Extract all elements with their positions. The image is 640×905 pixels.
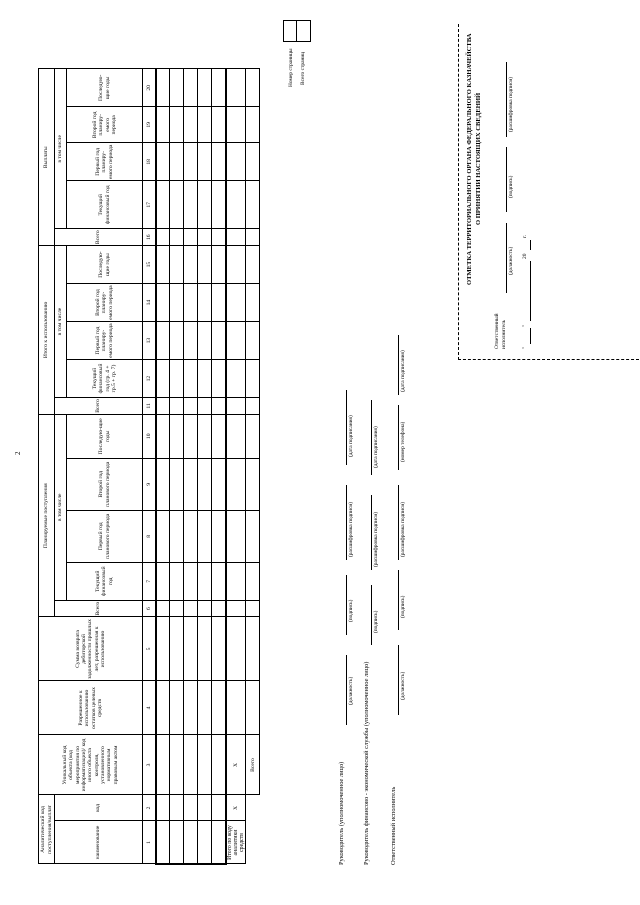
- header-permission: Разрешенное к использованию остатков целевых средств: [39, 681, 143, 735]
- table-cell[interactable]: [156, 458, 170, 510]
- table-cell[interactable]: [170, 143, 184, 181]
- table-cell[interactable]: [246, 681, 260, 735]
- table-cell[interactable]: [184, 458, 198, 510]
- stamp-title-1: ОТМЕТКА ТЕРРИТОРИАЛЬНОГО ОРГАНА ФЕДЕРАЛЬНОГО КАЗНАЧЕЙСТВА: [466, 33, 473, 285]
- head-date-caption: (дата подписания): [348, 415, 354, 457]
- table-cell[interactable]: [198, 246, 212, 284]
- table-cell[interactable]: [170, 322, 184, 360]
- col-num: 14: [143, 284, 156, 322]
- table-cell[interactable]: [212, 107, 226, 143]
- stamp-date-quote-close: ": [522, 324, 528, 327]
- col-num: 6: [143, 600, 156, 617]
- table-cell[interactable]: [156, 360, 170, 398]
- page-number-label: Номер страницы: [288, 48, 294, 87]
- table-cell[interactable]: [156, 398, 170, 415]
- table-cell[interactable]: [184, 398, 198, 415]
- table-cell[interactable]: [184, 229, 198, 246]
- table-cell[interactable]: [212, 246, 226, 284]
- table-cell[interactable]: [170, 617, 184, 681]
- table-cell[interactable]: [184, 107, 198, 143]
- col-num: 11: [143, 398, 156, 415]
- table-cell[interactable]: [198, 69, 212, 107]
- table-cell[interactable]: [170, 821, 184, 864]
- head-fin-decoding-caption: (расшифровка подписи): [373, 511, 379, 567]
- table-row: [184, 69, 198, 864]
- col-num: 17: [143, 181, 156, 229]
- table-cell[interactable]: [198, 510, 212, 562]
- header-pay-first-plan: Первый год планиру-емого периода: [67, 143, 143, 181]
- header-planned-incl: в том числе: [55, 414, 67, 600]
- table-cell[interactable]: [212, 795, 226, 821]
- col-num: 5: [143, 617, 156, 681]
- table-cell[interactable]: [198, 617, 212, 681]
- header-use-incl: в том числе: [55, 246, 67, 398]
- table-cell[interactable]: [198, 458, 212, 510]
- stamp-g: г.: [522, 235, 528, 238]
- table-cell[interactable]: [184, 617, 198, 681]
- table-cell[interactable]: [212, 398, 226, 415]
- table-cell[interactable]: [184, 795, 198, 821]
- header-name: наименование: [55, 821, 143, 864]
- col-num: 15: [143, 246, 156, 284]
- header-total-to-use: Итого к использованию: [39, 246, 55, 415]
- col-num: 12: [143, 360, 156, 398]
- stamp-title-2: О ПРИНЯТИИ НАСТОЯЩИХ СВЕДЕНИЙ: [475, 92, 482, 225]
- table-cell[interactable]: [156, 143, 170, 181]
- table-cell[interactable]: [198, 414, 212, 458]
- header-analytic-code: Аналитический код поступления/выплат: [39, 795, 55, 864]
- table-cell[interactable]: [212, 143, 226, 181]
- col-num: 1: [143, 821, 156, 864]
- table-cell[interactable]: [246, 414, 260, 458]
- table-cell[interactable]: [156, 562, 170, 600]
- head-signature-caption: (подпись): [348, 599, 354, 622]
- table-cell[interactable]: [170, 360, 184, 398]
- col-num: 20: [143, 69, 156, 107]
- table-cell[interactable]: [212, 229, 226, 246]
- table-cell[interactable]: [212, 181, 226, 229]
- cash-receipts-table: [38, 68, 260, 865]
- table-cell[interactable]: [226, 600, 246, 617]
- head-fin-label: Руководитель финансово - экономической службы (уполномоченное лицо): [363, 661, 370, 865]
- table-cell[interactable]: [212, 821, 226, 864]
- col-num: 7: [143, 562, 156, 600]
- table-cell[interactable]: [184, 246, 198, 284]
- table-cell[interactable]: [184, 360, 198, 398]
- table-cell[interactable]: [212, 681, 226, 735]
- table-cell[interactable]: [156, 181, 170, 229]
- table-cell[interactable]: [184, 69, 198, 107]
- table-cell[interactable]: [170, 107, 184, 143]
- table-cell[interactable]: [226, 562, 246, 600]
- header-use-next-years: Последую-щие годы: [67, 246, 143, 284]
- header-payments: Выплаты: [39, 69, 55, 246]
- table-cell[interactable]: [170, 69, 184, 107]
- table-cell[interactable]: [246, 246, 260, 284]
- executor-position-caption: (должность): [400, 671, 406, 700]
- table-cell[interactable]: [226, 322, 246, 360]
- page-number: 2: [14, 451, 22, 455]
- x-mark: X: [226, 795, 246, 821]
- table-cell[interactable]: [212, 322, 226, 360]
- header-use-second-plan: Второй год планиру-емого периода: [67, 284, 143, 322]
- table-cell[interactable]: [226, 284, 246, 322]
- table-cell[interactable]: [246, 322, 260, 360]
- table-cell[interactable]: [246, 229, 260, 246]
- table-cell[interactable]: [156, 510, 170, 562]
- header-use-first-plan: Первый год планиру-емого периода: [67, 322, 143, 360]
- table-cell[interactable]: [198, 322, 212, 360]
- col-num: 13: [143, 322, 156, 360]
- table-cell[interactable]: [246, 510, 260, 562]
- col-num: 4: [143, 681, 156, 735]
- table-cell[interactable]: [246, 107, 260, 143]
- table-cell[interactable]: [212, 69, 226, 107]
- table-cell[interactable]: [198, 143, 212, 181]
- table-cell[interactable]: [212, 600, 226, 617]
- table-cell[interactable]: [156, 414, 170, 458]
- table-cell[interactable]: [226, 143, 246, 181]
- table-cell[interactable]: [212, 735, 226, 795]
- table-cell[interactable]: [184, 143, 198, 181]
- table-cell[interactable]: [246, 181, 260, 229]
- col-num: 8: [143, 510, 156, 562]
- x-mark: X: [226, 735, 246, 795]
- vsego-row: [246, 69, 260, 864]
- table-cell[interactable]: [198, 821, 212, 864]
- table-cell[interactable]: [198, 795, 212, 821]
- table-cell[interactable]: [226, 458, 246, 510]
- table-cell[interactable]: [226, 398, 246, 415]
- header-use-total: Всего: [55, 398, 143, 415]
- treasury-stamp-box: [458, 24, 639, 360]
- stamp-decoding-caption: (расшифровка подписи): [508, 76, 514, 132]
- table-cell[interactable]: [212, 562, 226, 600]
- col-num: 16: [143, 229, 156, 246]
- table-cell[interactable]: [184, 735, 198, 795]
- table-cell[interactable]: [246, 458, 260, 510]
- total-pages-label: Всего страниц: [300, 51, 306, 85]
- table-cell[interactable]: [212, 458, 226, 510]
- itogo-row: [226, 69, 246, 864]
- header-pay-next-years: Последую-щие годы: [67, 69, 143, 107]
- table-cell[interactable]: [170, 600, 184, 617]
- table-cell[interactable]: [184, 600, 198, 617]
- header-planned-total: Всего: [55, 600, 143, 617]
- head-fin-signature-caption: (подпись): [373, 610, 379, 633]
- table-cell[interactable]: [170, 735, 184, 795]
- table-cell[interactable]: [156, 617, 170, 681]
- table-cell[interactable]: [198, 107, 212, 143]
- head-position-caption: (должность): [348, 676, 354, 705]
- header-cur-year: Текущий финансовый год: [67, 562, 143, 600]
- table-cell[interactable]: [156, 229, 170, 246]
- executor-label: Ответственный исполнитель: [390, 786, 397, 865]
- header-first-plan: Первый год планового периода: [67, 510, 143, 562]
- table-cell[interactable]: [246, 617, 260, 681]
- table-cell[interactable]: [226, 181, 246, 229]
- stamp-responsible-1: Ответственный: [494, 313, 500, 349]
- table-cell[interactable]: [246, 69, 260, 107]
- column-number-row: [143, 69, 156, 864]
- executor-date-caption: (дата подписания): [400, 350, 406, 392]
- header-second-plan: Второй год планового периода: [67, 458, 143, 510]
- table-cell[interactable]: [212, 284, 226, 322]
- table-cell[interactable]: [170, 246, 184, 284]
- head-fin-date-caption: (дата подписания): [373, 426, 379, 468]
- col-num: 10: [143, 414, 156, 458]
- table-cell[interactable]: [184, 681, 198, 735]
- table-cell[interactable]: [212, 360, 226, 398]
- table-cell[interactable]: [170, 181, 184, 229]
- table-row: [156, 69, 170, 864]
- table-cell[interactable]: [184, 562, 198, 600]
- executor-decoding-caption: (расшифровка подписи): [400, 501, 406, 557]
- table-cell[interactable]: [226, 107, 246, 143]
- itogo-label: Итого по коду аналитики средств: [226, 821, 246, 864]
- table-cell[interactable]: [226, 246, 246, 284]
- table-cell[interactable]: [212, 617, 226, 681]
- table-cell[interactable]: [198, 735, 212, 795]
- table-cell[interactable]: [156, 69, 170, 107]
- table-cell[interactable]: [170, 398, 184, 415]
- table-cell[interactable]: [246, 600, 260, 617]
- table-cell[interactable]: [226, 681, 246, 735]
- table-cell[interactable]: [198, 562, 212, 600]
- table-cell[interactable]: [198, 284, 212, 322]
- header-unique-code: Уникальный код объекта (код мероприятия по информатизации)/ код иного объекта контроля, установленного нормативным правовым актом: [39, 735, 143, 795]
- table-cell[interactable]: [212, 414, 226, 458]
- table-cell[interactable]: [226, 69, 246, 107]
- table-cell[interactable]: [226, 510, 246, 562]
- stamp-year: 20: [522, 253, 528, 259]
- table-row: [170, 69, 184, 864]
- total-pages-box: [296, 20, 311, 42]
- table-cell[interactable]: [170, 562, 184, 600]
- table-row: [198, 69, 212, 864]
- header-pay-second-plan: Второй год планиру-емого периода: [67, 107, 143, 143]
- header-pay-total: Всего: [55, 229, 143, 246]
- table-cell[interactable]: [246, 284, 260, 322]
- table-cell[interactable]: [246, 360, 260, 398]
- table-cell[interactable]: [170, 681, 184, 735]
- table-cell[interactable]: [156, 246, 170, 284]
- col-num: 9: [143, 458, 156, 510]
- table-cell[interactable]: [170, 458, 184, 510]
- head-decoding-caption: (расшифровка подписи): [348, 501, 354, 557]
- table-cell[interactable]: [184, 821, 198, 864]
- table-cell[interactable]: [184, 181, 198, 229]
- header-pay-incl: в том числе: [55, 69, 67, 229]
- table-cell[interactable]: [156, 795, 170, 821]
- head-label: Руководитель (уполномоченное лицо): [338, 761, 345, 865]
- col-num: 18: [143, 143, 156, 181]
- table-cell[interactable]: [170, 284, 184, 322]
- table-cell[interactable]: [156, 735, 170, 795]
- header-next-years: Последую-щие годы: [67, 414, 143, 458]
- table-cell[interactable]: [226, 229, 246, 246]
- table-row: [212, 69, 226, 864]
- table-cell[interactable]: [184, 284, 198, 322]
- table-cell[interactable]: [226, 414, 246, 458]
- table-cell[interactable]: [212, 510, 226, 562]
- executor-signature-caption: (подпись): [400, 595, 406, 618]
- table-cell[interactable]: [156, 284, 170, 322]
- table-cell[interactable]: [184, 322, 198, 360]
- header-use-cur-year: Текущий финансовый год (гр. 4 + гр.5 + гр. 7): [67, 360, 143, 398]
- table-cell[interactable]: [226, 617, 246, 681]
- table-cell[interactable]: [198, 181, 212, 229]
- table-cell[interactable]: [198, 229, 212, 246]
- table-cell[interactable]: [184, 414, 198, 458]
- stamp-date-quote-open: ": [522, 346, 528, 349]
- table-cell[interactable]: [156, 681, 170, 735]
- table-cell[interactable]: [198, 360, 212, 398]
- table-cell[interactable]: [170, 414, 184, 458]
- executor-phone-caption: (номер телефона): [400, 421, 406, 462]
- header-planned: Планируемые поступления: [39, 414, 55, 617]
- table-cell[interactable]: [246, 398, 260, 415]
- col-num: 19: [143, 107, 156, 143]
- table-cell[interactable]: [198, 398, 212, 415]
- table-cell[interactable]: [198, 681, 212, 735]
- table-cell[interactable]: [184, 510, 198, 562]
- table-cell[interactable]: [170, 510, 184, 562]
- table-cell[interactable]: [170, 229, 184, 246]
- vsego-label: Всего: [246, 735, 260, 795]
- stamp-signature-caption: (подпись): [508, 175, 514, 198]
- header-pay-cur-year: Текущий финансовый год: [67, 181, 143, 229]
- table-cell[interactable]: [156, 322, 170, 360]
- header-return-sum: Сумма возврата дебиторской задолженности прошлых лет, разрешенная к использованию: [39, 617, 143, 681]
- table-cell[interactable]: [198, 600, 212, 617]
- table-cell[interactable]: [226, 360, 246, 398]
- table-cell[interactable]: [246, 143, 260, 181]
- col-num: 2: [143, 795, 156, 821]
- col-num: 3: [143, 735, 156, 795]
- table-cell[interactable]: [170, 795, 184, 821]
- stamp-position-caption: (должность): [508, 246, 514, 275]
- table-cell[interactable]: [246, 562, 260, 600]
- header-code: код: [55, 795, 143, 821]
- table-cell[interactable]: [156, 600, 170, 617]
- table-cell[interactable]: [156, 107, 170, 143]
- table-cell[interactable]: [156, 821, 170, 864]
- stamp-responsible-2: исполнитель: [501, 319, 507, 349]
